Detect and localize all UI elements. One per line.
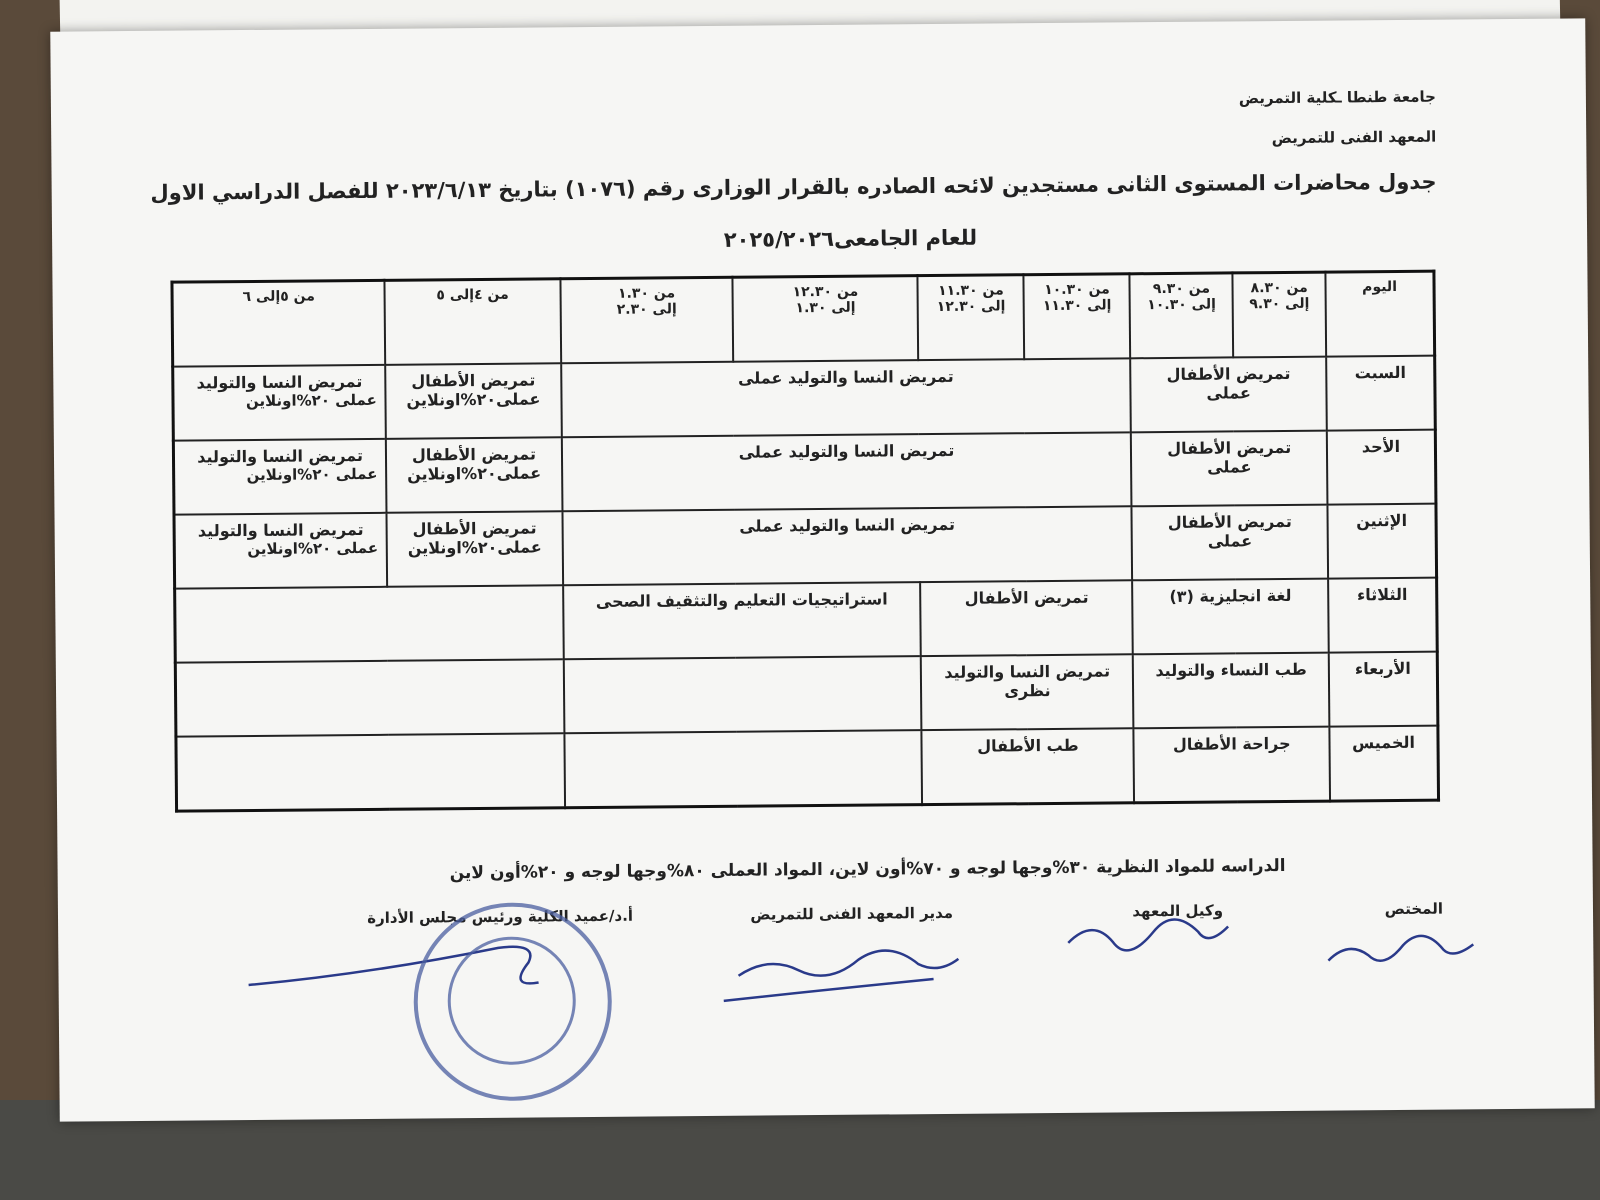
- slot-to: إلى ١٢.٣٠: [936, 298, 1006, 315]
- course-type: عملى ٢٠%اونلاين: [247, 538, 379, 559]
- course-type: عملى٢٠%اونلاين: [406, 389, 541, 410]
- slot-from: من ١.٣٠: [617, 285, 676, 302]
- course-title: تمريض النسا والتوليد: [197, 446, 364, 467]
- slot-from: من ٨.٣٠: [1250, 279, 1308, 297]
- handwritten-signatures: [50, 18, 1594, 1121]
- specialist-signature: [1328, 935, 1473, 961]
- university-name: جامعة طنطا ـكلية التمريض: [1238, 87, 1436, 108]
- vice-dean-signature: [1068, 919, 1228, 951]
- vice-dean-label: وكيل المعهد: [1132, 901, 1224, 921]
- course-title: تمريض النسا والتوليد: [197, 520, 364, 541]
- slot-to: إلى ٩.٣٠: [1249, 295, 1310, 313]
- course-title: تمريض النسا والتوليد عملى: [737, 366, 954, 388]
- official-stamp: [413, 902, 613, 1102]
- course-type: عملى ٢٠%اونلاين: [245, 390, 377, 411]
- institute-name: المعهد الفنى للتمريض: [1271, 127, 1437, 148]
- director-signature: [723, 950, 958, 1001]
- slot-from: من ١٠.٣٠: [1044, 281, 1110, 299]
- director-label: مدير المعهد الفنى للتمريض: [750, 903, 954, 924]
- course-title: تمريض النسا والتوليد عملى: [738, 440, 955, 462]
- stamp-inner-ring: [447, 936, 576, 1065]
- course-title: تمريض النسا والتوليد: [944, 661, 1111, 682]
- course-title: تمريض الأطفال: [412, 518, 537, 539]
- course-type: عملى ٢٠%اونلاين: [246, 464, 378, 485]
- course-type: عملى: [1207, 457, 1252, 477]
- slot-from: من ١١.٣٠: [938, 282, 1004, 299]
- course-type: نظرى: [1004, 681, 1051, 701]
- course-title: تمريض النسا والتوليد: [196, 372, 363, 393]
- study-mode-note: الدراسه للمواد النظرية ٣٠%وجها لوجه و ٧٠%أون لاين، المواد العملى ٨٠%وجها لوجه و ٢٠%أون لاين: [449, 855, 1286, 884]
- schedule-document: [50, 18, 1594, 1121]
- course-title: لغة انجليزية (٣): [1169, 585, 1292, 606]
- course-type: عملى: [1206, 383, 1251, 403]
- dean-label: أ.د/عميد الكلية ورئيس مجلس الأدارة: [367, 906, 634, 927]
- slot-to: إلى ١١.٣٠: [1042, 297, 1112, 315]
- course-title: استراتيجيات التعليم والتثقيف الصحى: [595, 589, 888, 611]
- academic-year: للعام الجامعى٢٠٢٥/٢٠٢٦: [723, 225, 978, 252]
- slot-to: إلى ٢.٣٠: [616, 301, 677, 318]
- course-title: تمريض النسا والتوليد عملى: [739, 514, 956, 536]
- course-title: طب النساء والتوليد: [1155, 659, 1307, 681]
- slot-from: من ١٢.٣٠: [792, 283, 859, 301]
- day-cell: الخميس: [1329, 726, 1438, 801]
- course-type: عملى٢٠%اونلاين: [407, 463, 542, 484]
- course-title: تمريض الأطفال: [964, 587, 1089, 608]
- day-cell: الإثنين: [1327, 504, 1436, 579]
- course-title: طب الأطفال: [977, 735, 1079, 756]
- day-cell: الثلاثاء: [1328, 578, 1437, 653]
- document-title: جدول محاضرات المستوى الثانى مستجدين لائحه الصادره بالقرار الوزارى رقم (١٠٧٦) بتاريخ ٢٠٢٣/٦/١٣ للفصل الدراسي الاول: [150, 169, 1437, 205]
- slot-from: من ٤إلى ٥: [436, 286, 509, 304]
- course-title: تمريض الأطفال: [411, 370, 536, 391]
- slot-from: من ٩.٣٠: [1152, 280, 1211, 298]
- day-cell: السبت: [1326, 356, 1435, 431]
- course-type: عملى: [1207, 531, 1253, 551]
- day-cell: الأربعاء: [1329, 652, 1438, 727]
- course-title: تمريض الأطفال: [1167, 511, 1292, 532]
- day-column-header: اليوم: [1325, 271, 1434, 356]
- course-title: تمريض الأطفال: [1166, 363, 1291, 384]
- specialist-label: المختص: [1384, 899, 1444, 919]
- course-type: عملى٢٠%اونلاين: [407, 537, 542, 558]
- slot-from: من ٥إلى ٦: [242, 288, 315, 306]
- course-title: تمريض الأطفال: [411, 444, 537, 465]
- slot-to: إلى ١.٣٠: [795, 299, 856, 317]
- day-cell: الأحد: [1327, 430, 1436, 505]
- course-title: تمريض الأطفال: [1167, 437, 1292, 458]
- slot-to: إلى ١٠.٣٠: [1147, 296, 1216, 314]
- course-title: جراحة الأطفال: [1172, 733, 1291, 754]
